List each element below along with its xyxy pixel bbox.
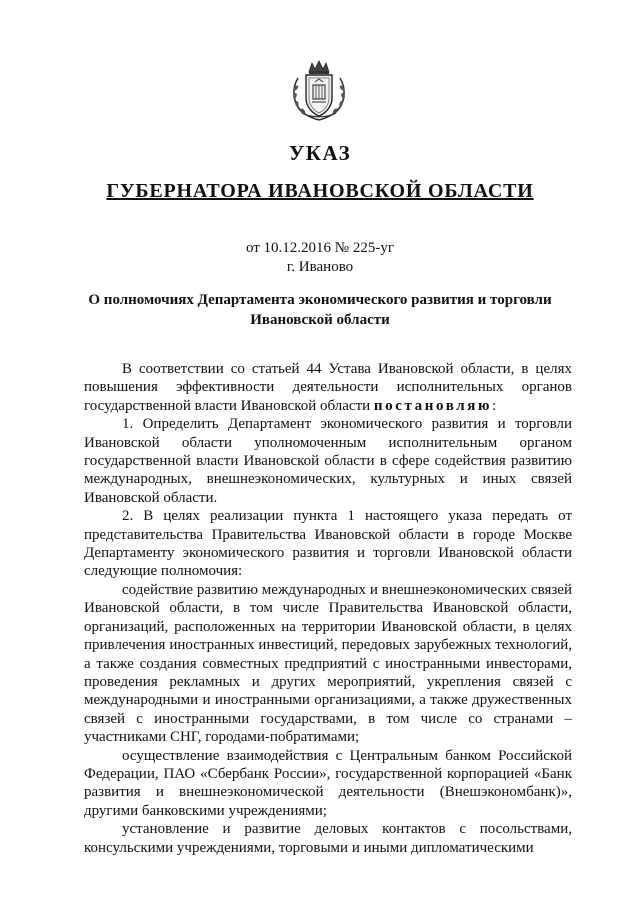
- paragraph-power-2: осуществление взаимодействия с Центральным банком Российской Федерации, ПАО «Сбербанк России», государственной корпорацией «Банк развития и внешнеэкономической деятельности (Внешэкономбанк)», другими банковскими учреждениями;: [84, 747, 572, 819]
- preamble-text: В соответствии со статьей 44 Устава Ивановской области, в целях повышения эффективности деятельности исполнительных органов государственной власти Ивановской области: [84, 361, 572, 414]
- document-title: УКАЗ: [288, 141, 352, 165]
- document-body: [84, 360, 572, 857]
- document-city: г. Иваново: [286, 259, 354, 275]
- document-date-number: от 10.12.2016 № 225-уг: [245, 240, 395, 256]
- document-subtitle: ГУБЕРНАТОРА ИВАНОВСКОЙ ОБЛАСТИ: [106, 180, 534, 202]
- paragraph-power-3: установление и развитие деловых контактов с посольствами, консульскими учреждениями, торговыми и иными дипломатическими: [84, 821, 572, 856]
- coat-of-arms-icon: [288, 58, 350, 122]
- paragraph-item-1: 1. Определить Департамент экономического развития и торговли Ивановской области уполномоченным исполнительным органом государственной власти Ивановской области в сфере содействия развитию международных, внешнеэкономических, культурных и иных связей Ивановской области.: [84, 416, 572, 506]
- paragraph-power-1: содействие развитию международных и внешнеэкономических связей Ивановской области, в том числе Правительства Ивановской области, организаций, расположенных на территории Ивановской области, в целях привлечения иностранных инвестиций, передовых зарубежных технологий, а также создания совместных предприятий с иностранными инвесторами, проведения рекламных и других мероприятий, укрепления связей с международными и иностранными организациями, а также дружественных связей с иностранными государствами, в том числе со странами – участниками СНГ, городами-побратимами;: [84, 581, 572, 746]
- preamble-emphasis: постановляю: [373, 397, 493, 414]
- preamble-end: :: [492, 397, 497, 414]
- document-subject: О полномочиях Департамента экономического развития и торговли Ивановской области: [88, 292, 552, 328]
- paragraph-preamble: [84, 360, 572, 415]
- paragraph-item-2: 2. В целях реализации пункта 1 настоящего указа передать от представительства Правительства Ивановской области в городе Москве Департаменту экономического развития и торговли Ивановской области следующие полномочия:: [84, 508, 572, 580]
